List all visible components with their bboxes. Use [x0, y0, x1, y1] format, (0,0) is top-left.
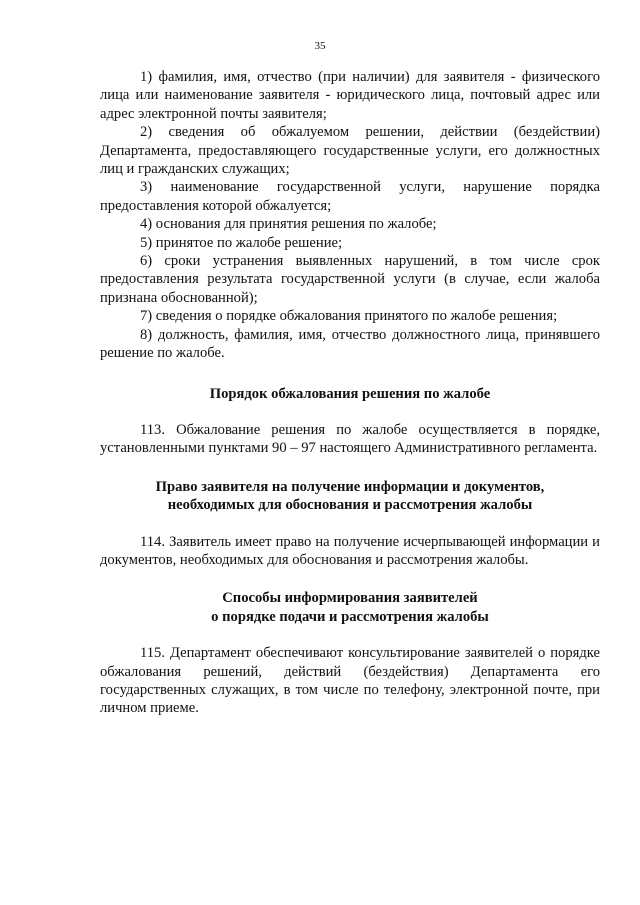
- list-item: 1) фамилия, имя, отчество (при наличии) для заявителя - физического лица или наименование заявителя - юридического лица, почтовый адрес или адрес электронной почты заявителя;: [100, 69, 600, 122]
- section-heading: [100, 589, 600, 626]
- section-heading: [100, 385, 600, 403]
- page-number: 35: [314, 40, 326, 52]
- list-item: 4) основания для принятия решения по жалобе;: [140, 216, 437, 233]
- section-heading: [100, 478, 600, 515]
- section-heading-line: Право заявителя на получение информации и документов,: [155, 478, 545, 495]
- list-item: 2) сведения об обжалуемом решении, действии (бездействии) Департамента, предоставляющего государственные услуги, его должностных лиц и гражданских служащих;: [100, 124, 600, 178]
- list-item: 7) сведения о порядке обжалования принятого по жалобе решения;: [140, 308, 558, 325]
- section-heading-line: Способы информирования заявителей: [222, 590, 478, 607]
- section-paragraph: 115. Департамент обеспечивают консультирование заявителей о порядке обжалования решений, действий (бездействия) Департамента его государственных служащих, в том числе по телефону, электронной почте, при личном приеме.: [100, 645, 600, 717]
- document-body: [100, 68, 600, 718]
- section-heading-line: Порядок обжалования решения по жалобе: [209, 385, 491, 402]
- section-heading-line: необходимых для обоснования и рассмотрения жалобы: [167, 497, 533, 514]
- section-paragraph: 114. Заявитель имеет право на получение исчерпывающей информации и документов, необходимых для обоснования и рассмотрения жалобы.: [100, 533, 600, 568]
- list-item: 6) сроки устранения выявленных нарушений, в том числе срок предоставления результата государственной услуги (в случае, если жалоба признана обоснованной);: [100, 253, 600, 306]
- section-heading-line: о порядке подачи и рассмотрения жалобы: [211, 608, 489, 625]
- list-item: 3) наименование государственной услуги, нарушение порядка предоставления которой обжалуется;: [100, 179, 600, 214]
- list-item: 8) должность, фамилия, имя, отчество должностного лица, принявшего решение по жалобе.: [100, 326, 600, 362]
- list-item: 5) принятое по жалобе решение;: [140, 234, 343, 251]
- section-paragraph: 113. Обжалование решения по жалобе осуществляется в порядке, установленными пунктами 90 – 97 настоящего Административного регламента.: [100, 421, 600, 457]
